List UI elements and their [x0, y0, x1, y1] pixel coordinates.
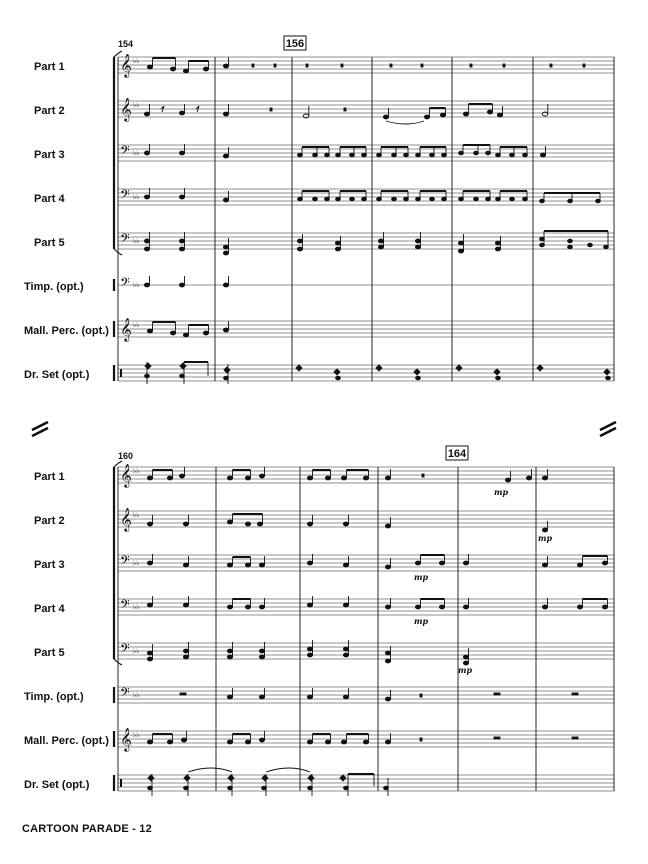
system-2 — [24, 446, 614, 796]
part-label: Part 2 — [34, 105, 65, 117]
percussion-clef-icon — [120, 779, 122, 787]
dynamic-marking: mp — [538, 533, 553, 543]
start-measure-number: 154 — [118, 39, 134, 49]
dynamic-marking: mp — [494, 487, 509, 497]
start-measure-number: 160 — [118, 451, 134, 461]
part-label: Part 3 — [34, 149, 65, 161]
part-label: Part 1 — [34, 61, 65, 73]
part-label: Timp. (opt.) — [24, 691, 84, 703]
part-label: Part 4 — [34, 193, 65, 205]
barlines — [118, 57, 614, 381]
bass-clef-icon: 𝄢 — [120, 641, 130, 659]
part-label: Part 3 — [34, 559, 65, 571]
part-label: Part 5 — [34, 647, 65, 659]
part-label: Timp. (opt.) — [24, 281, 84, 293]
system-separator-marks — [32, 422, 616, 436]
beamed-group — [298, 145, 528, 157]
part-label: Dr. Set (opt.) — [24, 369, 90, 381]
key-signature-flats: ♭♭ — [133, 281, 140, 289]
treble-clef-icon: 𝄞 — [120, 463, 132, 487]
part-label: Mall. Perc. (opt.) — [24, 325, 109, 337]
bass-clef-icon: 𝄢 — [120, 187, 130, 205]
key-signature-flats: ♭♭ — [133, 101, 140, 109]
bass-clef-icon: 𝄢 — [120, 553, 130, 571]
page-footer: CARTOON PARADE - 12 — [22, 823, 152, 835]
bass-clef-icon: 𝄢 — [120, 143, 130, 161]
key-signature-flats: ♭♭ — [133, 559, 140, 567]
bass-clef-icon: 𝄢 — [120, 685, 130, 703]
part-label: Mall. Perc. (opt.) — [24, 735, 109, 747]
treble-clef-icon: 𝄞 — [120, 53, 132, 77]
bass-clef-icon: 𝄢 — [120, 231, 130, 249]
rehearsal-mark: 156 — [285, 38, 305, 50]
part-label: Part 1 — [34, 471, 65, 483]
part-label: Part 2 — [34, 515, 65, 527]
dynamic-marking: mp — [414, 616, 429, 626]
key-signature-flats: ♭♭ — [133, 467, 140, 475]
key-signature-flats: ♭♭ — [133, 731, 140, 739]
staff-lines — [118, 57, 614, 381]
key-signature-flats: ♭♭ — [133, 511, 140, 519]
key-signature-flats: ♭♭ — [133, 57, 140, 65]
bass-clef-icon: 𝄢 — [120, 597, 130, 615]
treble-clef-icon: 𝄞 — [120, 97, 132, 121]
key-signature-flats: ♭♭ — [133, 691, 140, 699]
notation — [144, 57, 610, 384]
clefs-and-keys — [120, 463, 140, 787]
part-label: Dr. Set (opt.) — [24, 779, 90, 791]
key-signature-flats: ♭♭ — [133, 149, 140, 157]
key-signature-flats: ♭♭ — [133, 603, 140, 611]
key-signature-flats: ♭♭ — [133, 647, 140, 655]
system-1 — [24, 36, 614, 384]
percussion-clef-icon — [120, 369, 122, 377]
treble-clef-icon: 𝄞 — [120, 317, 132, 341]
bass-clef-icon: 𝄢 — [120, 275, 130, 293]
part-label: Part 4 — [34, 603, 65, 615]
dynamic-marking: mp — [414, 572, 429, 582]
rehearsal-mark: 164 — [447, 448, 467, 460]
key-signature-flats: ♭♭ — [133, 237, 140, 245]
treble-clef-icon: 𝄞 — [120, 507, 132, 531]
dynamic-marking: mp — [458, 665, 473, 675]
clefs-and-keys — [120, 53, 140, 377]
key-signature-flats: ♭♭ — [133, 193, 140, 201]
key-signature-flats: ♭♭ — [133, 321, 140, 329]
treble-clef-icon: 𝄞 — [120, 727, 132, 751]
part-label: Part 5 — [34, 237, 65, 249]
